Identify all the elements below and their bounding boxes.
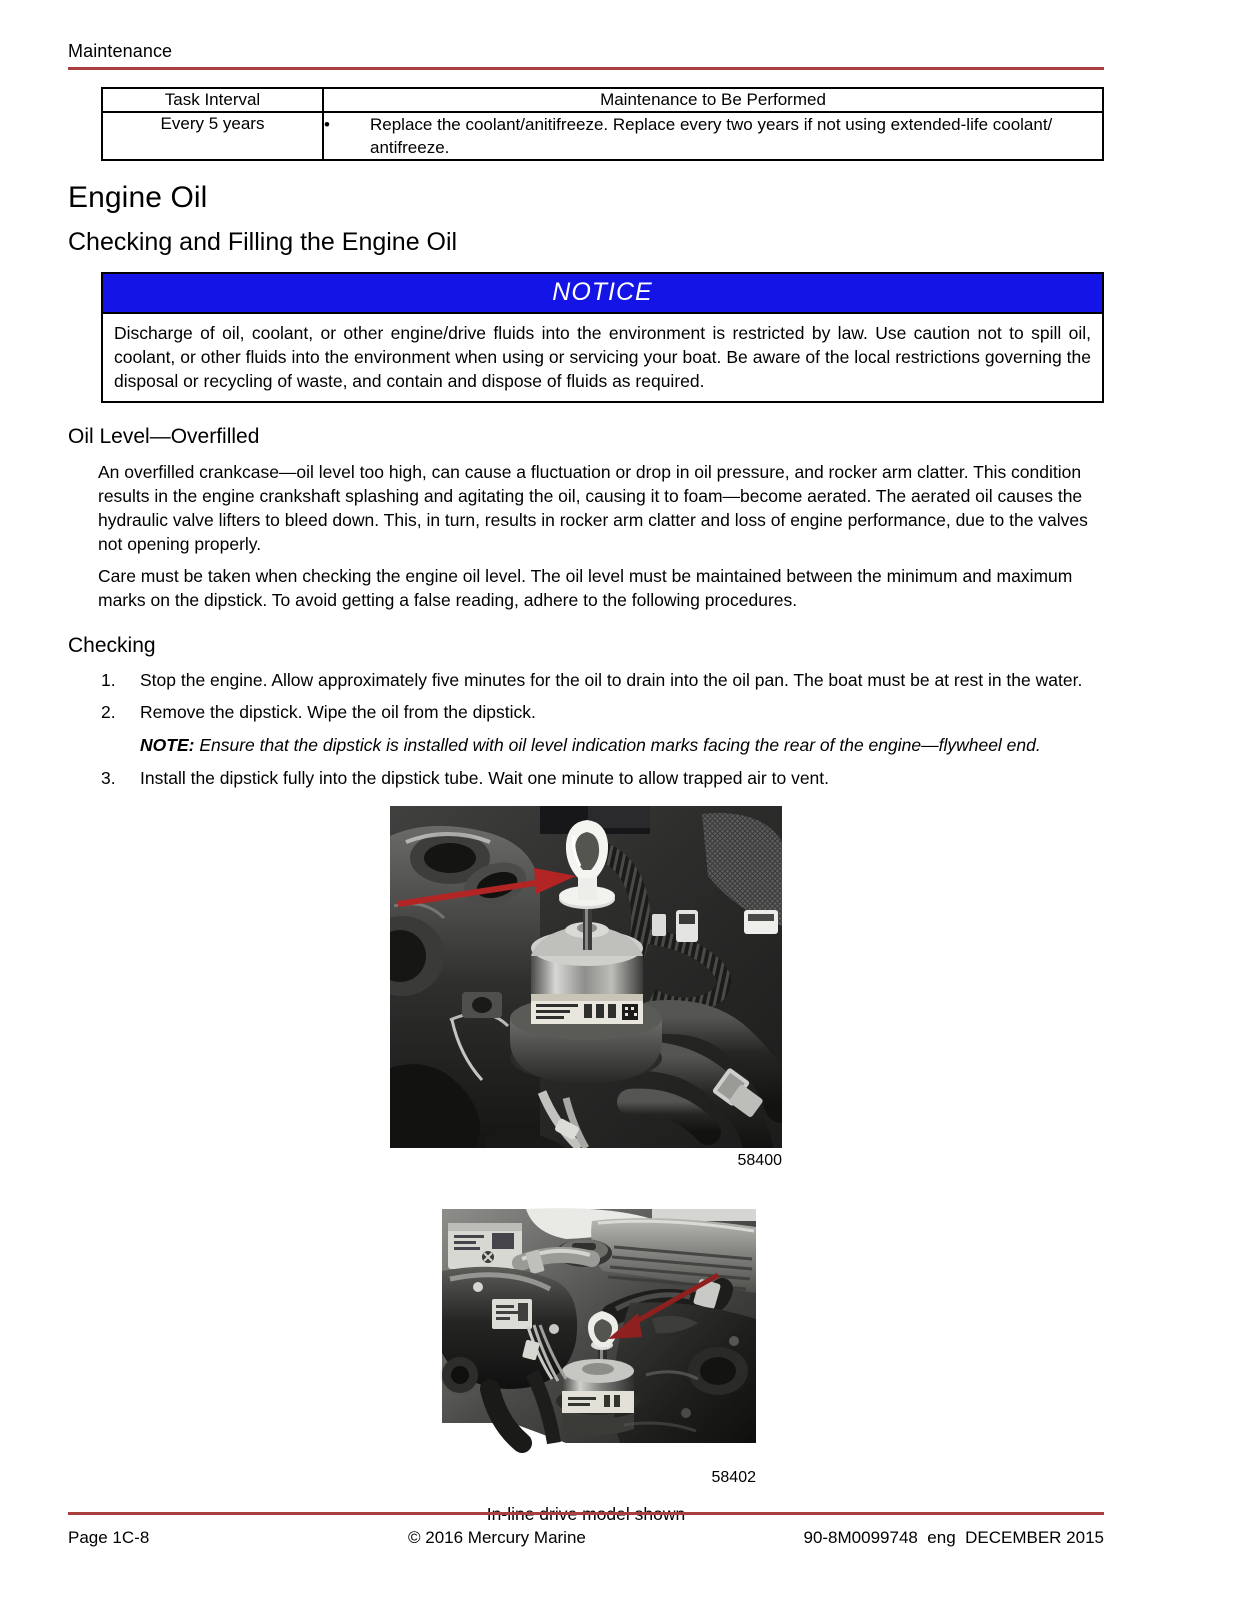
notice-body: Discharge of oil, coolant, or other engine/drive fluids into the environment is restricted by law. Use caution not to spill oil, coolant, or other fluids into the environment when using or servicing your boat. Be aware of the local restrictions governing the disposal or recycling of waste, and contain and dispose of fluids as required. [114, 323, 1091, 391]
bullet-icon: • [324, 115, 330, 134]
running-head: Maintenance [68, 41, 173, 61]
page-content [68, 0, 1104, 1526]
footer-copyright: © 2016 Mercury Marine [408, 1528, 586, 1547]
table-row [102, 112, 1103, 160]
figure-58400 [68, 806, 1104, 1171]
notice-title: NOTICE [103, 274, 1102, 314]
step-text: Install the dipstick fully into the dipstick tube. Wait one minute to allow trapped air to vent. [140, 768, 830, 788]
step-text: Remove the dipstick. Wipe the oil from the dipstick. [140, 702, 536, 722]
cell-maintenance-task [323, 112, 1103, 160]
bullet-text: Replace the coolant/anitifreeze. Replace every two years if not using extended-life coolant/ antifreeze. [370, 115, 1053, 157]
section-title-engine-oil: Engine Oil [68, 181, 208, 214]
column-header-task-interval: Task Interval [102, 88, 323, 112]
figure-58402 [68, 1175, 1104, 1526]
column-header-maintenance: Maintenance to Be Performed [323, 88, 1103, 112]
paragraph-overfilled-1: An overfilled crankcase—oil level too high, can cause a fluctuation or drop in oil pressure, and rocker arm clatter. This condition results in the engine crankshaft splashing and agitating the oil, causing it to foam—become aerated. The aerated oil causes the hydraulic valve lifters to bleed down. This, in turn, results in rocker arm clatter and loss of engine performance, due to the valves not opening properly. [98, 462, 1088, 554]
table-header-row [102, 88, 1103, 112]
list-item [68, 668, 1104, 692]
figure-number: 58402 [711, 1469, 756, 1486]
page-footer [68, 1512, 1104, 1549]
step-number: 3. [101, 768, 116, 788]
subsection-title-checking-filling: Checking and Filling the Engine Oil [68, 228, 458, 256]
header-rule [68, 67, 1104, 70]
note-text: Ensure that the dipstick is installed with oil level indication marks facing the rear of the engine—flywheel end. [194, 735, 1041, 755]
note-label: NOTE: [140, 735, 195, 755]
footer-document-id: 90-8M0099748 eng DECEMBER 2015 [803, 1528, 1104, 1547]
engine-photo-inline-drive-dipstick [416, 1175, 756, 1465]
note-line [140, 733, 1104, 757]
notice-box [101, 272, 1104, 403]
step-text: Stop the engine. Allow approximately five minutes for the oil to drain into the oil pan. The boat must be at rest in the water. [140, 670, 1083, 690]
list-item [68, 766, 1104, 790]
maintenance-interval-table [101, 87, 1104, 161]
footer-page-number: Page 1C-8 [68, 1528, 150, 1547]
checking-steps-list [68, 668, 1104, 790]
heading-oil-level-overfilled: Oil Level—Overfilled [68, 425, 260, 448]
list-item [68, 700, 1104, 724]
figure-number: 58400 [737, 1152, 782, 1169]
engine-photo-dipstick-above-filter [390, 806, 782, 1148]
cell-task-interval: Every 5 years [102, 112, 323, 160]
heading-checking: Checking [68, 634, 156, 657]
paragraph-overfilled-2: Care must be taken when checking the engine oil level. The oil level must be maintained between the minimum and maximum marks on the dipstick. To avoid getting a false reading, adhere to the following procedures. [98, 566, 1073, 610]
note-wrapper [68, 733, 1104, 757]
step-number: 1. [101, 670, 116, 690]
step-number: 2. [101, 702, 116, 722]
